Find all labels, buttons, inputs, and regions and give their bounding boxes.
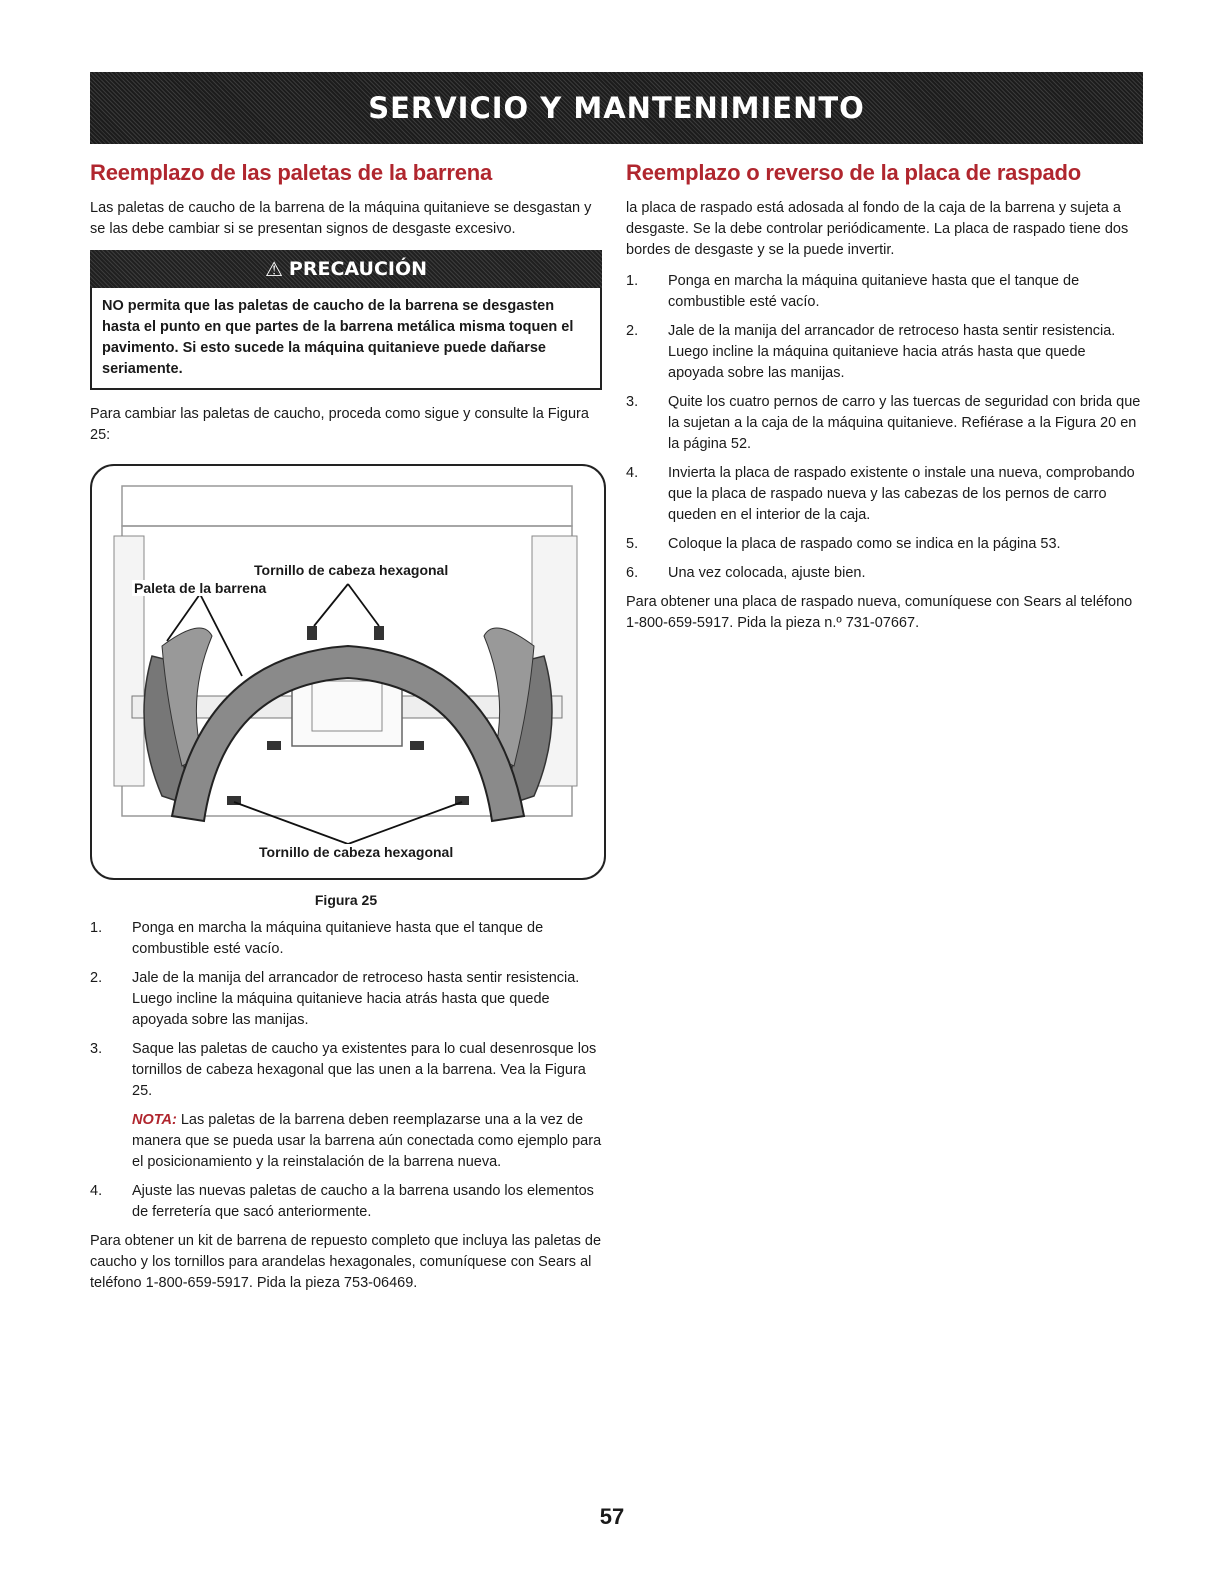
list-item <box>90 918 602 960</box>
step-number: 4. <box>90 1183 103 1199</box>
step-number: 2. <box>90 970 103 986</box>
left-column <box>90 160 602 1304</box>
list-item <box>90 968 602 1031</box>
section-banner <box>90 72 1143 144</box>
note <box>90 1110 602 1173</box>
list-item <box>626 271 1141 313</box>
right-column <box>626 160 1141 644</box>
list-item <box>626 534 1141 555</box>
caution-title: PRECAUCIÓN <box>288 258 428 280</box>
caution-text: NO permita que las paletas de caucho de la barrena se desgasten hasta el punto en que partes de la barrena metálica misma toquen el pavimento. Si esto sucede la máquina quitanieve puede dañarse seriamente. <box>90 288 602 390</box>
right-outro: Para obtener una placa de raspado nueva, comuníquese con Sears al teléfono 1-800-659-5917. Pida la pieza n.º 731-07667. <box>626 594 1133 631</box>
step-text: Saque las paletas de caucho ya existentes para lo cual desenrosque los tornillos de cabeza hexagonal que las unen a la barrena. Vea la Figura 25. <box>132 1041 597 1099</box>
note-label: NOTA: <box>132 1112 177 1128</box>
list-item <box>90 1181 602 1223</box>
step-text: Jale de la manija del arrancador de retroceso hasta sentir resistencia. Luego incline la máquina quitanieve hacia atrás hasta que quede apoyada sobre las manijas. <box>668 323 1116 381</box>
step-number: 1. <box>626 273 639 289</box>
list-item <box>626 463 1141 526</box>
step-text: Coloque la placa de raspado como se indica en la página 53. <box>668 536 1061 552</box>
list-item <box>626 321 1141 384</box>
note-text: Las paletas de la barrena deben reemplazarse una a la vez de manera que se pueda usar la barrena aún conectada como ejemplo para el posicionamiento y la reinstalación de la barrena nueva. <box>132 1112 602 1170</box>
left-steps-cont <box>90 1181 602 1223</box>
figure-25 <box>90 464 606 880</box>
step-number: 5. <box>626 536 639 552</box>
figure-caption: Figura 25 <box>314 892 378 908</box>
page-number: 57 <box>599 1504 625 1529</box>
step-text: Invierta la placa de raspado existente o instale una nueva, comprobando que la placa de raspado nueva y las cabezas de los pernos de carro queden en el interior de la caja. <box>668 465 1135 523</box>
step-number: 4. <box>626 465 639 481</box>
step-text: Ponga en marcha la máquina quitanieve hasta que el tanque de combustible esté vacío. <box>668 273 1080 310</box>
right-steps <box>626 271 1141 584</box>
figure-label-hex-bottom: Tornillo de cabeza hexagonal <box>259 844 454 860</box>
left-outro: Para obtener un kit de barrena de repuesto completo que incluya las paletas de caucho y los tornillos para arandelas hexagonales, comuníquese con Sears al teléfono 1-800-659-5917. Pida la pieza 753-06469. <box>90 1233 602 1291</box>
auger-illustration <box>92 466 604 878</box>
figure-label-paddle: Paleta de la barrena <box>134 580 267 596</box>
caution-box <box>90 250 602 390</box>
caution-header <box>90 250 602 288</box>
figure-label-hex-top: Tornillo de cabeza hexagonal <box>254 562 449 578</box>
list-item <box>90 1039 602 1102</box>
step-text: Ajuste las nuevas paletas de caucho a la barrena usando los elementos de ferretería que sacó anteriormente. <box>132 1183 594 1220</box>
left-heading: Reemplazo de las paletas de la barrena <box>90 160 493 185</box>
step-number: 1. <box>90 920 103 936</box>
step-text: Ponga en marcha la máquina quitanieve hasta que el tanque de combustible esté vacío. <box>132 920 544 957</box>
left-intro: Las paletas de caucho de la barrena de la máquina quitanieve se desgastan y se las debe cambiar si se presentan signos de desgaste excesivo. <box>90 200 592 237</box>
step-number: 3. <box>626 394 639 410</box>
right-intro: la placa de raspado está adosada al fondo de la caja de la barrena y sujeta a desgaste. Se la debe controlar periódicamente. La placa de raspado tiene dos bordes de desgaste y se la puede invertir. <box>626 200 1129 258</box>
left-steps <box>90 918 602 1102</box>
list-item <box>626 563 1141 584</box>
step-text: Una vez colocada, ajuste bien. <box>668 565 866 581</box>
step-number: 3. <box>90 1041 103 1057</box>
step-number: 6. <box>626 565 639 581</box>
left-lead: Para cambiar las paletas de caucho, proceda como sigue y consulte la Figura 25: <box>90 406 589 443</box>
right-heading: Reemplazo o reverso de la placa de raspado <box>626 160 1082 185</box>
step-text: Quite los cuatro pernos de carro y las tuercas de seguridad con brida que la sujetan a la caja de la máquina quitanieve. Refiérase a la Figura 20 en la página 52. <box>668 394 1141 452</box>
step-text: Jale de la manija del arrancador de retroceso hasta sentir resistencia. Luego incline la máquina quitanieve hacia atrás hasta que quede apoyada sobre las manijas. <box>132 970 580 1028</box>
list-item <box>626 392 1141 455</box>
step-number: 2. <box>626 323 639 339</box>
section-title: SERVICIO Y MANTENIMIENTO <box>368 91 865 125</box>
warning-triangle-icon: ⚠ <box>264 258 283 281</box>
